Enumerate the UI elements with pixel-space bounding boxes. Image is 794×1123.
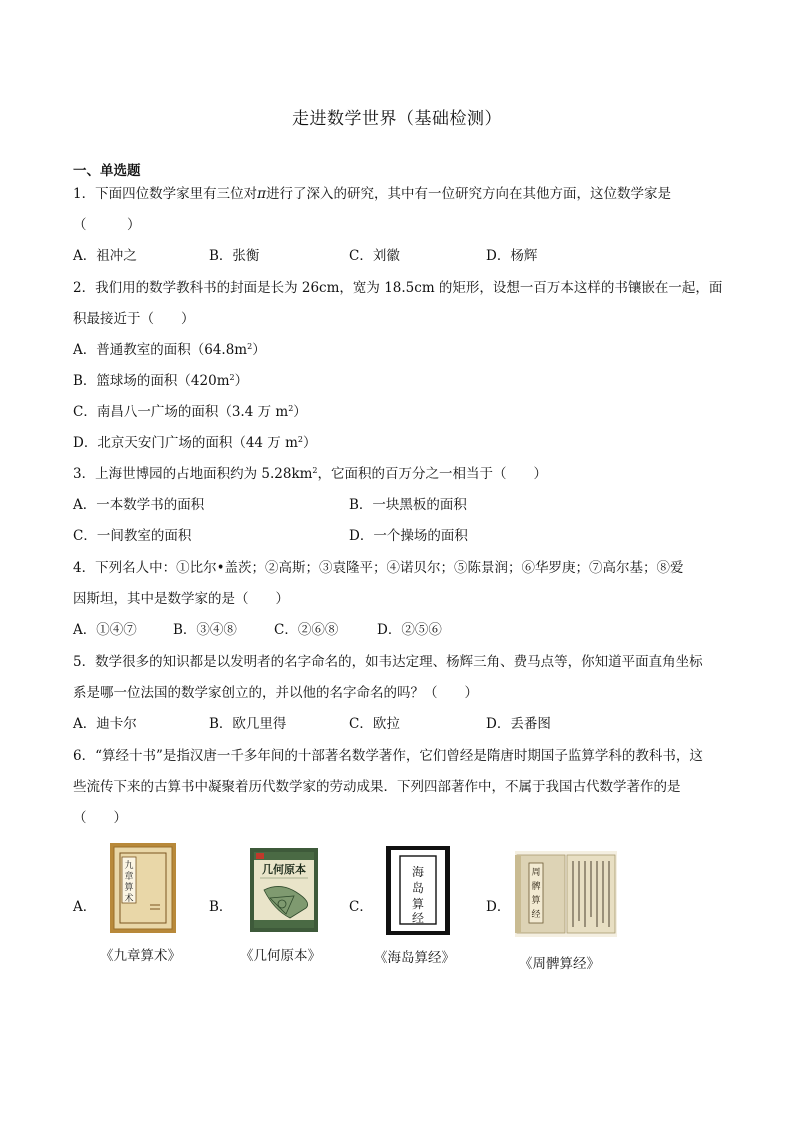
svg-text:算: 算 — [411, 897, 425, 911]
q2-option-a[interactable] — [73, 340, 266, 360]
q4-option-c[interactable]: C．②⑥⑧ — [274, 622, 339, 638]
question-4-line-1: 4．下列名人中：①比尔•盖茨；②高斯；③袁隆平；④诺贝尔；⑤陈景润；⑥华罗庚；⑦高尔基；⑧爱 — [73, 560, 684, 576]
q2-option-a-text: A．普通教室的面积（64.8m — [73, 342, 248, 358]
caption-jiuzhang-suanshu: 《九章算术》 — [100, 948, 181, 964]
page-title: 走进数学世界（基础检测） — [292, 109, 502, 129]
svg-text:经: 经 — [411, 911, 425, 925]
q5-option-d[interactable]: D．丢番图 — [486, 716, 551, 732]
question-4-line-2: 因斯坦，其中是数学家的是（ ） — [73, 591, 289, 607]
svg-text:周: 周 — [531, 868, 541, 878]
q1-option-d[interactable]: D．杨辉 — [486, 248, 538, 264]
svg-text:几何原本: 几何原本 — [262, 863, 306, 876]
q3-option-c[interactable]: C．一间教室的面积 — [73, 528, 192, 544]
superscript-2: 2 — [247, 342, 253, 351]
question-5-line-2: 系是哪一位法国的数学家创立的，并以他的名字命名的吗？（ ） — [73, 685, 478, 701]
question-1-paren: （ ） — [73, 217, 141, 233]
q3-text-b: ，它面积的百万分之一相当于（ ） — [317, 466, 548, 482]
superscript-2: 2 — [297, 435, 303, 444]
superscript-2: 2 — [288, 404, 294, 413]
question-2-line-1: 2．我们用的数学教科书的封面是长为 26cm，宽为 18.5cm 的矩形，设想一百万本这样的书镶嵌在一起，面 — [73, 280, 723, 296]
q2-option-c-text: C．南昌八一广场的面积（3.4 万 m — [73, 404, 289, 420]
question-6-line-1: 6．“算经十书”是指汉唐一千多年间的十部著名数学著作，它们曾经是隋唐时期国子监算学科的教科书，这 — [73, 748, 703, 764]
q1-text-a: 1．下面四位数学家里有三位对 — [73, 186, 258, 202]
q2-option-d-close: ） — [302, 435, 317, 451]
q6-option-c[interactable]: C． — [349, 899, 373, 915]
question-3-stem — [73, 464, 723, 484]
question-6-line-2: 些流传下来的古算书中凝聚着历代数学家的劳动成果．下列四部著作中，不属于我国古代数学著作的是 — [73, 779, 681, 795]
q6-option-a[interactable]: A． — [73, 899, 97, 915]
caption-haidao-suanjing: 《海岛算经》 — [374, 950, 455, 966]
q1-option-c[interactable]: C．刘徽 — [349, 248, 400, 264]
q1-option-b[interactable]: B．张衡 — [209, 248, 260, 264]
q2-option-d-text: D．北京天安门广场的面积（44 万 m — [73, 435, 298, 451]
book-cover-jiuzhang-suanshu — [110, 843, 176, 933]
q3-option-b[interactable]: B．一块黑板的面积 — [349, 497, 467, 513]
q4-option-d[interactable]: D．②⑤⑥ — [377, 622, 442, 638]
q2-option-c-close: ） — [293, 404, 307, 420]
caption-zhoubi-suanjing: 《周髀算经》 — [519, 956, 600, 972]
svg-text:岛: 岛 — [411, 881, 425, 895]
svg-text:髀: 髀 — [531, 882, 541, 892]
svg-text:算: 算 — [124, 883, 134, 893]
question-5-line-1: 5．数学很多的知识都是以发明者的名字命名的，如韦达定理、杨辉三角、费马点等，你知道平面直角坐标 — [73, 654, 703, 670]
q4-option-b[interactable]: B．③④⑧ — [173, 622, 237, 638]
caption-jihe-yuanben: 《几何原本》 — [240, 948, 321, 964]
q1-option-a[interactable]: A．祖冲之 — [73, 248, 137, 264]
svg-text:经: 经 — [531, 910, 541, 920]
svg-text:海: 海 — [411, 865, 425, 879]
superscript-2: 2 — [312, 466, 318, 475]
svg-text:术: 术 — [124, 894, 134, 904]
q2-option-d[interactable] — [73, 433, 316, 453]
q2-option-a-close: ） — [252, 342, 266, 358]
q3-option-a[interactable]: A．一本数学书的面积 — [73, 497, 205, 513]
q2-option-c[interactable] — [73, 402, 307, 422]
q2-option-b[interactable] — [73, 371, 248, 391]
q5-option-b[interactable]: B．欧几里得 — [209, 716, 287, 732]
q5-option-a[interactable]: A．迪卡尔 — [73, 716, 137, 732]
svg-text:算: 算 — [531, 896, 541, 906]
svg-text:九: 九 — [124, 861, 134, 871]
section-heading: 一、单选题 — [73, 163, 141, 179]
question-1-stem — [73, 184, 723, 204]
book-cover-haidao-suanjing — [386, 846, 450, 935]
q6-option-d[interactable]: D． — [486, 899, 511, 915]
q1-text-b: 进行了深入的研究，其中有一位研究方向在其他方面，这位数学家是 — [265, 186, 671, 202]
pi-symbol: π — [257, 186, 266, 202]
q3-text-a: 3．上海世博园的占地面积约为 5.28km — [73, 466, 313, 482]
q2-option-b-close: ） — [234, 373, 249, 389]
q2-option-b-text: B．篮球场的面积（420m — [73, 373, 230, 389]
q3-option-d[interactable]: D．一个操场的面积 — [349, 528, 468, 544]
svg-text:章: 章 — [124, 872, 134, 882]
q5-option-c[interactable]: C．欧拉 — [349, 716, 400, 732]
q6-option-b[interactable]: B． — [209, 899, 233, 915]
question-2-line-2: 积最接近于（ ） — [73, 311, 195, 327]
book-cover-jihe-yuanben — [250, 848, 318, 932]
book-cover-zhoubi-suanjing — [515, 851, 617, 937]
superscript-2: 2 — [229, 373, 235, 382]
question-6-line-3: （ ） — [73, 810, 127, 826]
q4-option-a[interactable]: A．①④⑦ — [73, 622, 137, 638]
